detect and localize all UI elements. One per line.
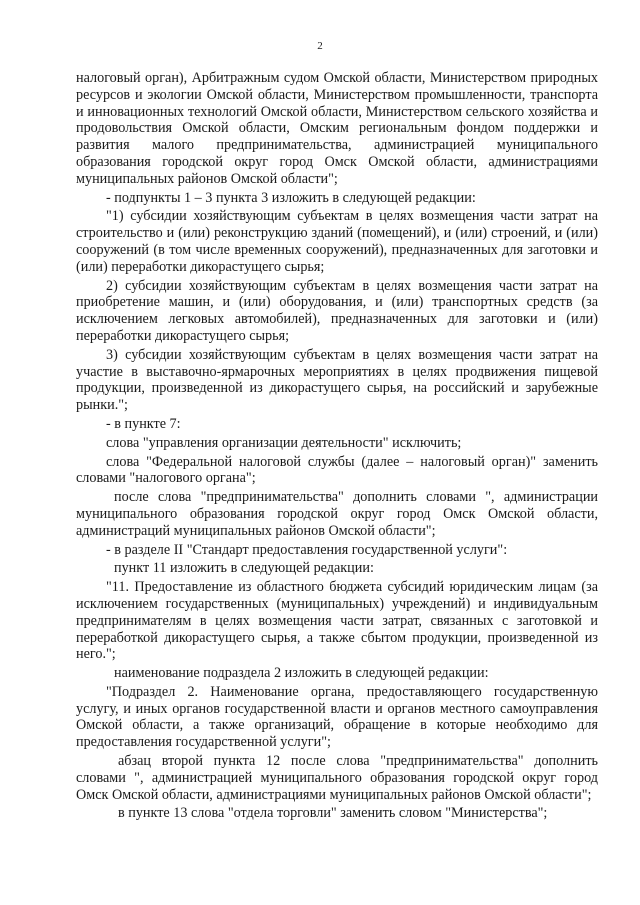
paragraph-item-7: - в пункте 7: (106, 415, 181, 432)
document-body (76, 70, 598, 822)
page-number: 2 (317, 40, 323, 52)
paragraph-exclude-words: слова "управления организации деятельности" исключить; (106, 434, 462, 451)
paragraph-subsidy-1: "1) субсидии хозяйствующим субъектам в целях возмещения части затрат на строительство и (или) реконструкцию зданий (помещений), и (или) строений, и (или) сооружений (в том числе временных сооружений), предназначенных для заготовки и (или) переработки дикорастущего сырья; (76, 208, 598, 275)
paragraph-subitems-heading: - подпункты 1 – 3 пункта 3 изложить в следующей редакции: (106, 189, 476, 206)
paragraph-add-words: после слова "предпринимательства" дополнить словами ", администрации муниципального образования городской округ город Омск Омской области, администраций муниципальных районов Омской области"; (76, 489, 598, 539)
paragraph-item-11: "11. Предоставление из областного бюджета субсидий юридическим лицам (за исключением государственных (муниципальных) учреждений) и индивидуальным предпринимателям в целях возмещения части затрат, связанных с заготовкой и переработкой дикорастущего сырья, а также сбытом продукции, произведенной из него."; (76, 579, 598, 663)
paragraph-replace-words: слова "Федеральной налоговой службы (далее – налоговый орган)" заменить словами "налогового органа"; (76, 453, 598, 487)
paragraph-subsection-2: "Подраздел 2. Наименование органа, предоставляющего государственную услугу, и иных органов государственной власти и органов местного самоуправления Омской области, а также организаций, обращение в которые необходимо для предоставления государственной услуги"; (76, 683, 598, 751)
paragraph-subsidy-2: 2) субсидии хозяйствующим субъектам в целях возмещения части затрат на приобретение машин, и (или) оборудования, и (или) транспортных средств (за исключением легковых автомобилей), предназначенных для заготовки и (или) переработки дикорастущего сырья; (76, 277, 598, 344)
paragraph-item-12: абзац второй пункта 12 после слова "предпринимательства" дополнить словами ", администрацией муниципального образования городской округ город Омск Омской области, администрациями муниципальных районов Омской области"; (76, 753, 598, 803)
paragraph-item-13: в пункте 13 слова "отдела торговли" заменить словом "Министерства"; (118, 805, 548, 822)
paragraph-section-2: - в разделе II "Стандарт предоставления государственной услуги": (106, 541, 508, 558)
paragraph-subsection-2-heading: наименование подраздела 2 изложить в следующей редакции: (114, 665, 489, 682)
paragraph-continuation: налоговый орган), Арбитражным судом Омской области, Министерством природных ресурсов и экологии Омской области, Министерством промышленности, транспорта и инновационных технологий Омской области, Министерством сельского хозяйства и продовольствия Омской области, Омским региональным фондом поддержки и развития малого предпринимательства, администрацией муниципального образования городской округ город Омск Омской области, администрациями муниципальных районов Омской области"; (76, 70, 598, 187)
paragraph-item-11-heading: пункт 11 изложить в следующей редакции: (114, 560, 374, 577)
paragraph-subsidy-3: 3) субсидии хозяйствующим субъектам в целях возмещения части затрат на участие в выставочно-ярмарочных мероприятиях в целях продвижения пищевой продукции, произведенной из дикорастущего сырья, на российский и зарубежные рынки."; (76, 346, 598, 414)
